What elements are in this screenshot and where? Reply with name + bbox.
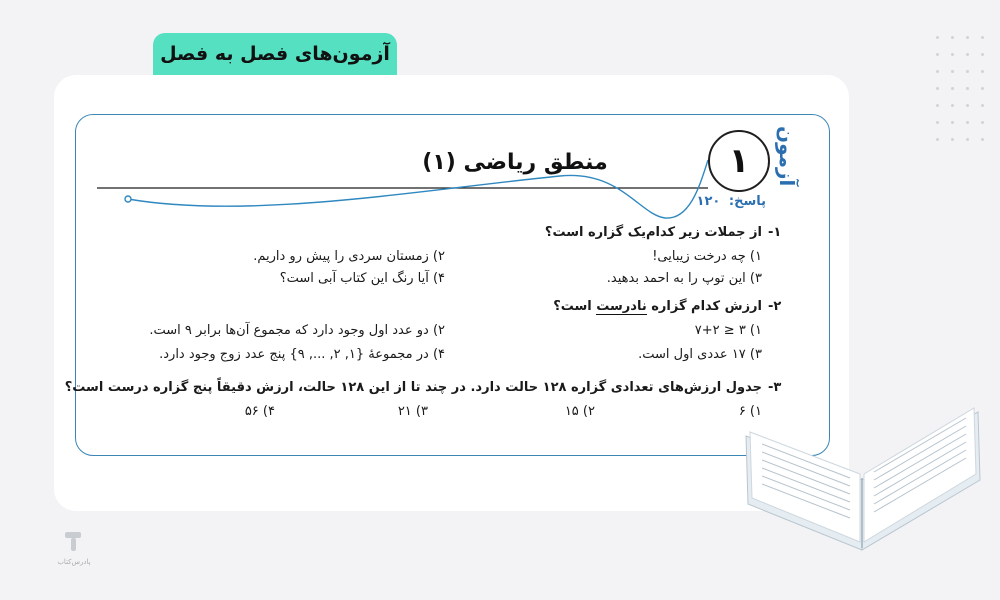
answer-label: پاسخ: xyxy=(728,194,766,209)
question-text: جدول ارزش‌های تعدادی گزاره ۱۲۸ حالت دارد. در چند تا از این ۱۲۸ حالت، ارزش دقیقاً پنج گزاره درست است؟ xyxy=(64,380,762,395)
brand-logo xyxy=(48,528,100,566)
option: ۲) ۱۵ xyxy=(564,404,595,419)
question-number: -۱ xyxy=(768,225,782,240)
brand-name: پادرس‌کتاب xyxy=(57,558,91,566)
question-text: از جملات زیر کدام‌یک گزاره است؟ xyxy=(544,225,762,240)
open-book-illustration xyxy=(742,392,982,552)
question-text-part: است؟ xyxy=(553,299,597,314)
option: ۲) زمستان سردی را پیش رو داریم. xyxy=(253,249,445,264)
option: ۳) این توپ را به احمد بدهید. xyxy=(606,271,762,286)
question-number: -۳ xyxy=(768,380,782,395)
option: ۱) چه درخت زیبایی! xyxy=(652,249,762,264)
exam-number-badge: ۱ xyxy=(708,130,770,192)
decorative-dot-grid xyxy=(936,36,984,141)
option: ۴) در مجموعهٔ {۱, ۲, ..., ۹} پنج عدد زوج وجود دارد. xyxy=(159,347,445,362)
section-tab: آزمون‌های فصل به فصل xyxy=(153,33,397,75)
brand-icon xyxy=(61,528,87,554)
question-text xyxy=(553,299,762,314)
option: ۳) ۱۷ عددی اول است. xyxy=(638,347,762,362)
answer-page: ۱۲۰ xyxy=(696,194,721,209)
exam-title: منطق ریاضی (۱) xyxy=(422,150,608,175)
underlined-word: نادرست xyxy=(596,299,647,314)
option: ۴) ۵۶ xyxy=(244,404,275,419)
question-text-part: ارزش کدام گزاره xyxy=(646,299,762,314)
option: ۱) ۳ ≤ ۷+۲ xyxy=(694,323,762,338)
option: ۲) دو عدد اول وجود دارد که مجموع آن‌ها برابر ۹ است. xyxy=(149,323,445,338)
question-number: -۲ xyxy=(768,299,782,314)
option: ۱) ۶ xyxy=(738,404,762,419)
option: ۳) ۲۱ xyxy=(397,404,428,419)
option: ۴) آیا رنگ این کتاب آبی است؟ xyxy=(279,271,445,286)
answer-reference xyxy=(660,194,770,209)
exam-label: آزمون xyxy=(775,125,799,187)
